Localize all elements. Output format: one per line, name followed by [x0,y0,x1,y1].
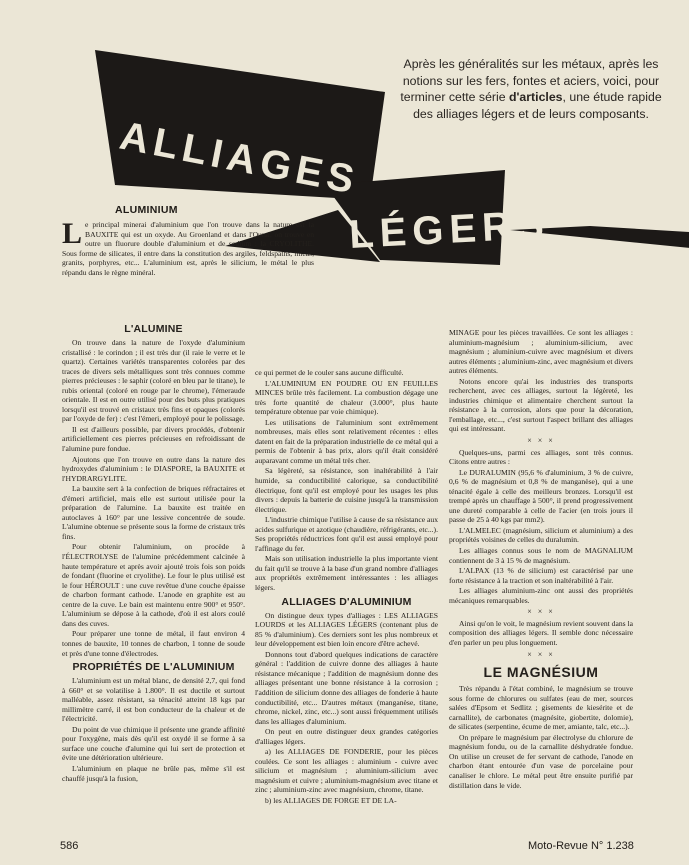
column-2 [255,368,438,807]
intro-text: Après les généralités sur les métaux, après les notions sur les fers, fontes et aciers, voici, pour terminer cette série d'articles, une étude rapide des alliages légers et de leurs composants. [400,57,662,121]
paragraph: On prépare le magnésium par électrolyse du chlorure de magnésium fondu, ou de la carnallite déshydratée fondue. On utilise un creuset de fer servant de cathode, l'anode en charbon étant entourée d'un vase de porcelaine pour canaliser le chlore. Le métal peut être ensuite purifié par distillation dans le vide. [449,732,633,790]
paragraph: On distingue deux types d'alliages : LES ALLIAGES LOURDS et les ALLIAGES LÉGERS (contenant plus de 85 % d'aluminium). Ces derniers sont les plus nombreux et leur développement est bien loin encore d'être achevé. [255,610,438,649]
aluminium-heading: ALUMINIUM [115,204,178,216]
paragraph: b) les ALLIAGES DE FORGE ET DE LA- [265,795,397,805]
column-1-intro [62,217,314,278]
paragraph: On trouve dans la nature de l'oxyde d'aluminium cristallisé : le corindon ; il est très dur (il raie le verre et le quartz). Certaines variétés transparentes colorées par des traces de divers sels métalliques sont très connues comme pierres précieuses : le saphir (coloré en bleu par le titane), le rubis oriental (coloré en rouge par le chrome), l'émeraude orientale. Il est en outre utilisé pour des buts plus pratiques lorsqu'il est trouvé en cristaux très fins et opaques (colorés par l'oxyde de fer) : c'est l'émeri, employé pour le polissage. [62,338,246,424]
heading-alliages: ALLIAGES D'ALUMINIUM [281,595,412,608]
paragraph: Ajoutons que l'on trouve en outre dans la nature des hydroxydes d'aluminium : le DIASPORE, la BAUXITE et l'HYDRARGYLITE. [62,454,245,483]
paragraph: L'ALPAX (13 % de silicium) est caractérisé par une forte résistance à la traction et son inaltérabilité à l'air. [449,566,633,585]
paragraph: Le principal minerai d'aluminium que l'on trouve dans la nature est la BAUXITE qui est un oxyde. Au Groenland et dans l'Oural, on trouve en outre un fluorure double d'aluminium et de sodium : la CRYOLITHE. Sous forme de silicates, il entre dans la constitution des argiles, feldspaths, micas, granits, porphyres, etc... L'aluminium est, après le silicium, le métal le plus répandu dans le règne minéral. [62,217,314,277]
column-3 [449,328,633,791]
paragraph: Les utilisations de l'aluminium sont extrêmement nombreuses, mais elles sont relativement récentes : elles datent en fait de la préparation industrielle de ce métal qui a permis de l'obtenir à bas prix, alors qu'il était considéré auparavant comme un métal très cher. [255,417,438,465]
paragraph: ce qui permet de le couler sans aucune difficulté. [255,368,404,377]
paragraph: Il est d'ailleurs possible, par divers procédés, d'obtenir artificiellement ces pierres précieuses en refroidissant de l'alumine pure fondue. [62,424,245,454]
paragraph: Notons encore qu'ai les industries des transports recherchent, avec ces alliages, surtout la légèreté, les industries chimique et alimentaire cherchent surtout la résistance à la corrosion, alors que pour la décoration, l'emballage, etc..., c'est surtout l'aspect brillant des alliages qui est intéressant. [449,376,633,434]
page-footer [0,838,689,858]
paragraph: Très répandu à l'état combiné, le magnésium se trouve sous forme de chlorures ou sulfates (eau de mer, sources salées d'Epsom et Sedlitz ; gisements de kiesérite et de carnallite), de carbonates (magnésite, giobertite, dolomie), de silicates (serpentine, écume de mer, amiante, talc, etc...). [449,684,633,732]
drop-cap: L [62,217,83,250]
paragraph: L'aluminium en plaque ne brûle pas, même s'il est chauffé jusqu'à la fusion, [62,763,245,783]
paragraph: La bauxite sert à la confection de briques réfractaires et d'émeri artificiel, mais elle est surtout utilisée pour la préparation de l'alumine. La bauxite est traitée en autoclaves à 160° par une lessive concentrée de soude. L'alumine obtenue se présente sous la forme de cristaux très fins. [62,484,245,541]
page-number: 586 [60,840,79,852]
paragraph: L'ALUMINIUM EN POUDRE OU EN FEUILLES MINCES brûle très facilement. La combustion dégage une très forte quantité de chaleur (3.000°, plus haute température obtenue par voie chimique). [255,378,438,417]
paragraph: Pour obtenir l'aluminium, on procède à l'ÉLECTROLYSE de l'alumine précédemment calcinée à haute température et après avoir ajouté trois fois son poids de fondant (fluorine et cryolithe). Le four le plus utilisé est le four HÉROULT : une cuve revêtue d'une couche épaisse de charbon formant cathode. L'anode en graphite est au centre de la cuve. Le bain est maintenu entre 900° et 950°. L'aluminium se dépose à la cathode, d'où il est alors coulé dans des cuves. [62,542,245,628]
section-separator: × × × [527,436,555,446]
heading-alumine: L'ALUMINE [124,323,183,335]
magazine-issue: Moto-Revue N° 1.238 [528,840,634,852]
paragraph: MINAGE pour les pièces travaillées. Ce sont les alliages : aluminium-magnésium ; aluminium-silicium, avec magnésium ; aluminium-cuivre avec magnésium et divers autres éléments ; aluminium-zinc, avec magnésium et divers autres éléments. [449,328,633,376]
paragraph: Les alliages connus sous le nom de MAGNALIUM contiennent de 3 à 15 % de magnésium. [449,546,633,565]
column-1 [62,320,245,784]
paragraph: On peut en outre distinguer deux grandes catégories d'alliages légers. [255,727,438,746]
paragraph: Le DURALUMIN (95,6 % d'aluminium, 3 % de cuivre, 0,6 % de magnésium et 0,8 % de manganèse), qui a une ténacité égale à celle des meilleurs bronzes. Lorsqu'il est trempé après un chauffage à 500°, il prend progressivement une dureté comparable à celle de l'acier (en trois jours il passe de 25 à 40 kgs par mm2). [449,467,633,525]
paragraph: Mais son utilisation industrielle la plus importante vient du fait qu'il se trouve à la base d'un grand nombre d'alliages aux propriétés extrêmement intéressantes : les alliages légers. [255,554,438,593]
paragraph: L'industrie chimique l'utilise à cause de sa résistance aux acides sulfurique et azotique (chaudière, réfrigérants, etc...). Ses propriétés réductrices font qu'il est aussi employé pour l'affinage du fer. [255,515,438,553]
paragraph: Pour préparer une tonne de métal, il faut environ 4 tonnes de bauxite, 10 tonnes de charbon, 1 tonne de soude et près d'une tonne d'électrodes. [62,629,245,658]
heading-proprietes: PROPRIÉTÉS DE L'ALUMINIUM [72,661,235,674]
paragraph: L'ALMELEC (magnésium, silicium et aluminium) a des propriétés voisines de celles du duralumin. [449,525,633,545]
section-separator: × × × [527,649,555,659]
paragraph: a) les ALLIAGES DE FONDERIE, pour les pièces coulées. Ce sont les alliages : aluminium - cuivre avec silicium et magnésium ; aluminium-silicium avec magnésium et cuivre ; aluminium-magnésium avec titane et zinc ; aluminium-zinc avec magnésium, chrome, titane. [255,747,438,795]
paragraph: Donnons tout d'abord quelques indications de caractère général : l'addition de cuivre donne des alliages à haute résistance mécanique ; l'addition de magnésium donne des alliages présentant une bonne résistance à la corrosion ; l'addition de silicium donne des alliages de fonderie à haute conductibilité, etc... D'autres métaux (manganèse, titane, chrome, nickel, zinc, etc...) sont aussi fréquemment utilisés dans les alliages d'aluminium. [255,649,438,726]
paragraph: L'aluminium est un métal blanc, de densité 2,7, qui fond à 660° et se volatilise à 1.800°. Il est ductile et surtout malléable, assez résistant, sa ténacité atteint 18 kgs par millimètre carré, il est bon conducteur de la chaleur et de l'électricité. [62,676,245,724]
paragraph: Les alliages aluminium-zinc ont aussi des propriétés mécaniques remarquables. [449,586,633,605]
heading-magnesium: LE MAGNÉSIUM [483,664,599,681]
section-separator: × × × [527,607,555,617]
banner-word-legers: LÉGERS [348,202,551,257]
paragraph: Ainsi qu'on le voit, le magnésium revient souvent dans la composition des alliages légers. Il semble donc nécessaire d'en parler un peu plus longuement. [449,618,633,647]
paragraph: Sa légèreté, sa résistance, son inaltérabilité à l'air humide, sa conductibilité calorique, sa conductibilité électrique, font qu'il est employé pour les usages les plus divers : depuis la batterie de cuisine jusqu'à la transmission électrique. [255,466,438,514]
paragraph: Quelques-uns, parmi ces alliages, sont très connus. Citons entre autres : [449,447,633,467]
paragraph: Du point de vue chimique il présente une grande affinité pour l'oxygène, mais dès qu'il est oxydé il se forme à sa surface une couche d'alumine qui lui sert de protection et évite une détérioration ultérieure. [62,724,245,763]
banner-word-alliages: ALLIAGES [116,113,363,204]
